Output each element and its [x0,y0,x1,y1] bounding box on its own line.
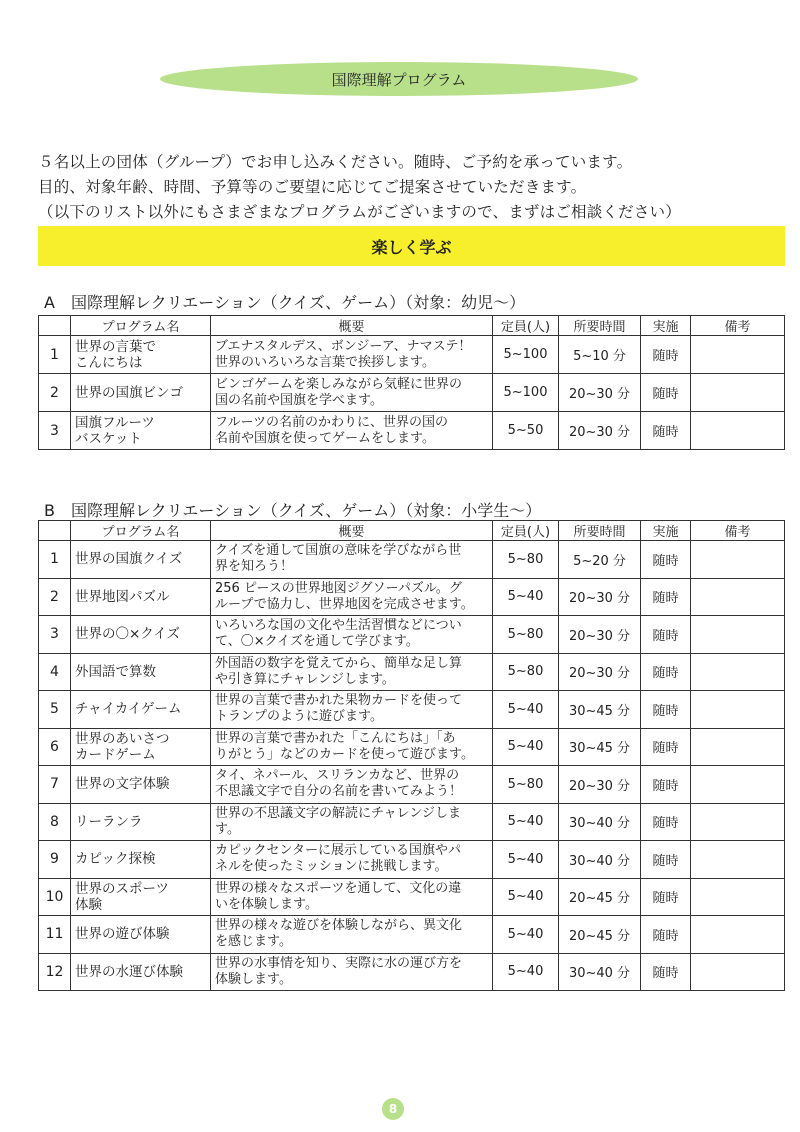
program-summary: いろいろな国の文化や生活習慣などについ て、〇×クイズを通して学びます。 [211,616,493,654]
capacity: 5~40 [493,878,559,916]
duration: 20~30 分 [559,578,641,616]
table-header-row [39,521,785,541]
page-header [160,62,638,96]
notes [691,541,785,579]
col-notes: 備考 [691,316,785,336]
duration: 20~30 分 [559,374,641,412]
duration: 30~40 分 [559,803,641,841]
table-row [39,728,785,766]
row-number: 7 [39,766,71,804]
row-number: 2 [39,374,71,412]
program-name: 世界の水運び体験 [71,953,211,991]
capacity: 5~80 [493,766,559,804]
capacity: 5~80 [493,541,559,579]
table-header-row [39,316,785,336]
row-number: 9 [39,841,71,879]
row-number: 4 [39,653,71,691]
col-capacity: 定員(人) [493,316,559,336]
program-summary: 世界の水事情を知り、実際に水の運び方を 体験します。 [211,953,493,991]
col-capacity: 定員(人) [493,521,559,541]
availability: 随時 [641,541,691,579]
program-name: 外国語で算数 [71,653,211,691]
availability: 随時 [641,578,691,616]
table-row [39,374,785,412]
col-program: プログラム名 [71,316,211,336]
col-availability: 実施 [641,521,691,541]
program-summary: クイズを通して国旗の意味を学びながら世 界を知ろう！ [211,541,493,579]
row-number: 3 [39,616,71,654]
program-name: 世界のあいさつ カードゲーム [71,728,211,766]
row-number: 1 [39,336,71,374]
table-row [39,803,785,841]
capacity: 5~40 [493,916,559,954]
program-summary: 256 ピースの世界地図ジグソーパズル。グ ループで協力し、世界地図を完成させます。 [211,578,493,616]
notes [691,336,785,374]
table-row [39,766,785,804]
row-number: 10 [39,878,71,916]
table-row [39,841,785,879]
capacity: 5~40 [493,691,559,729]
intro-text [38,150,778,225]
col-notes: 備考 [691,521,785,541]
notes [691,374,785,412]
program-summary: ビンゴゲームを楽しみながら気軽に世界の 国の名前や国旗を学べます。 [211,374,493,412]
page-number-text: 8 [388,1102,398,1116]
table-row [39,412,785,450]
program-name: 世界の国旗クイズ [71,541,211,579]
col-availability: 実施 [641,316,691,336]
col-summary: 概要 [211,316,493,336]
row-number: 8 [39,803,71,841]
table-row [39,953,785,991]
table-row [39,653,785,691]
availability: 随時 [641,374,691,412]
intro-line: ５名以上の団体（グループ）でお申し込みください。随時、ご予約を承っています。 [38,153,633,171]
table-row [39,578,785,616]
duration: 20~30 分 [559,653,641,691]
table-row [39,541,785,579]
col-duration: 所要時間 [559,521,641,541]
table-row [39,336,785,374]
program-name: 世界地図パズル [71,578,211,616]
notes [691,841,785,879]
notes [691,691,785,729]
capacity: 5~40 [493,953,559,991]
duration: 20~45 分 [559,916,641,954]
table-row [39,616,785,654]
section-a-title: A 国際理解レクリエーション（クイズ、ゲーム）（対象：幼児～） [44,293,526,312]
row-number: 1 [39,541,71,579]
capacity: 5~80 [493,616,559,654]
availability: 随時 [641,953,691,991]
section-b-table [38,520,785,991]
category-title: 楽しく学ぶ [371,237,452,257]
notes [691,766,785,804]
availability: 随時 [641,412,691,450]
capacity: 5~100 [493,374,559,412]
section-a-table [38,315,785,450]
row-number: 12 [39,953,71,991]
program-summary: 世界の言葉で書かれた「こんにちは」「あ りがとう」などのカードを使って遊びます。 [211,728,493,766]
capacity: 5~40 [493,803,559,841]
duration: 20~45 分 [559,878,641,916]
program-summary: 世界の様々な遊びを体験しながら、異文化 を感じます。 [211,916,493,954]
duration: 5~10 分 [559,336,641,374]
program-name: 世界の言葉で こんにちは [71,336,211,374]
table-row [39,878,785,916]
duration: 20~30 分 [559,616,641,654]
category-band [38,226,785,266]
table-row [39,691,785,729]
notes [691,803,785,841]
availability: 随時 [641,616,691,654]
availability: 随時 [641,766,691,804]
notes [691,653,785,691]
duration: 20~30 分 [559,766,641,804]
row-number: 5 [39,691,71,729]
program-summary: 世界の言葉で書かれた果物カードを使って トランプのように遊びます。 [211,691,493,729]
col-summary: 概要 [211,521,493,541]
capacity: 5~80 [493,653,559,691]
col-no [39,521,71,541]
availability: 随時 [641,878,691,916]
table-row [39,916,785,954]
program-name: カピック探検 [71,841,211,879]
notes [691,578,785,616]
notes [691,953,785,991]
program-name: チャイカイゲーム [71,691,211,729]
row-number: 11 [39,916,71,954]
capacity: 5~40 [493,728,559,766]
duration: 5~20 分 [559,541,641,579]
page-number [382,1098,404,1120]
col-no [39,316,71,336]
program-summary: ブエナスタルデス、ボンジーア、ナマステ！ 世界のいろいろな言葉で挨拶します。 [211,336,493,374]
intro-line: 目的、対象年齢、時間、予算等のご要望に応じてご提案させていただきます。 [38,178,587,196]
notes [691,412,785,450]
program-name: 世界のスポーツ 体験 [71,878,211,916]
row-number: 3 [39,412,71,450]
col-program: プログラム名 [71,521,211,541]
program-name: リーランラ [71,803,211,841]
duration: 30~40 分 [559,953,641,991]
program-name: 国旗フルーツ バスケット [71,412,211,450]
notes [691,878,785,916]
section-b-title: B 国際理解レクリエーション（クイズ、ゲーム）（対象：小学生～） [44,501,542,520]
program-summary: 外国語の数字を覚えてから、簡単な足し算 や引き算にチャレンジします。 [211,653,493,691]
program-summary: 世界の様々なスポーツを通して、文化の違 いを体験します。 [211,878,493,916]
program-summary: フルーツの名前のかわりに、世界の国の 名前や国旗を使ってゲームをします。 [211,412,493,450]
availability: 随時 [641,803,691,841]
intro-line: （以下のリスト以外にもさまざまなプログラムがございますので、まずはご相談ください） [38,203,681,221]
notes [691,916,785,954]
capacity: 5~50 [493,412,559,450]
availability: 随時 [641,916,691,954]
program-name: 世界の文字体験 [71,766,211,804]
program-name: 世界の遊び体験 [71,916,211,954]
availability: 随時 [641,691,691,729]
notes [691,616,785,654]
notes [691,728,785,766]
program-name: 世界の〇×クイズ [71,616,211,654]
availability: 随時 [641,653,691,691]
col-duration: 所要時間 [559,316,641,336]
header-title: 国際理解プログラム [331,70,467,89]
availability: 随時 [641,336,691,374]
row-number: 6 [39,728,71,766]
capacity: 5~40 [493,578,559,616]
program-name: 世界の国旗ビンゴ [71,374,211,412]
capacity: 5~100 [493,336,559,374]
duration: 30~45 分 [559,691,641,729]
program-summary: カピックセンターに展示している国旗やパ ネルを使ったミッションに挑戦します。 [211,841,493,879]
row-number: 2 [39,578,71,616]
capacity: 5~40 [493,841,559,879]
availability: 随時 [641,841,691,879]
program-summary: 世界の不思議文字の解読にチャレンジしま す。 [211,803,493,841]
duration: 20~30 分 [559,412,641,450]
program-summary: タイ、ネパール、スリランカなど、世界の 不思議文字で自分の名前を書いてみよう！ [211,766,493,804]
duration: 30~45 分 [559,728,641,766]
availability: 随時 [641,728,691,766]
duration: 30~40 分 [559,841,641,879]
